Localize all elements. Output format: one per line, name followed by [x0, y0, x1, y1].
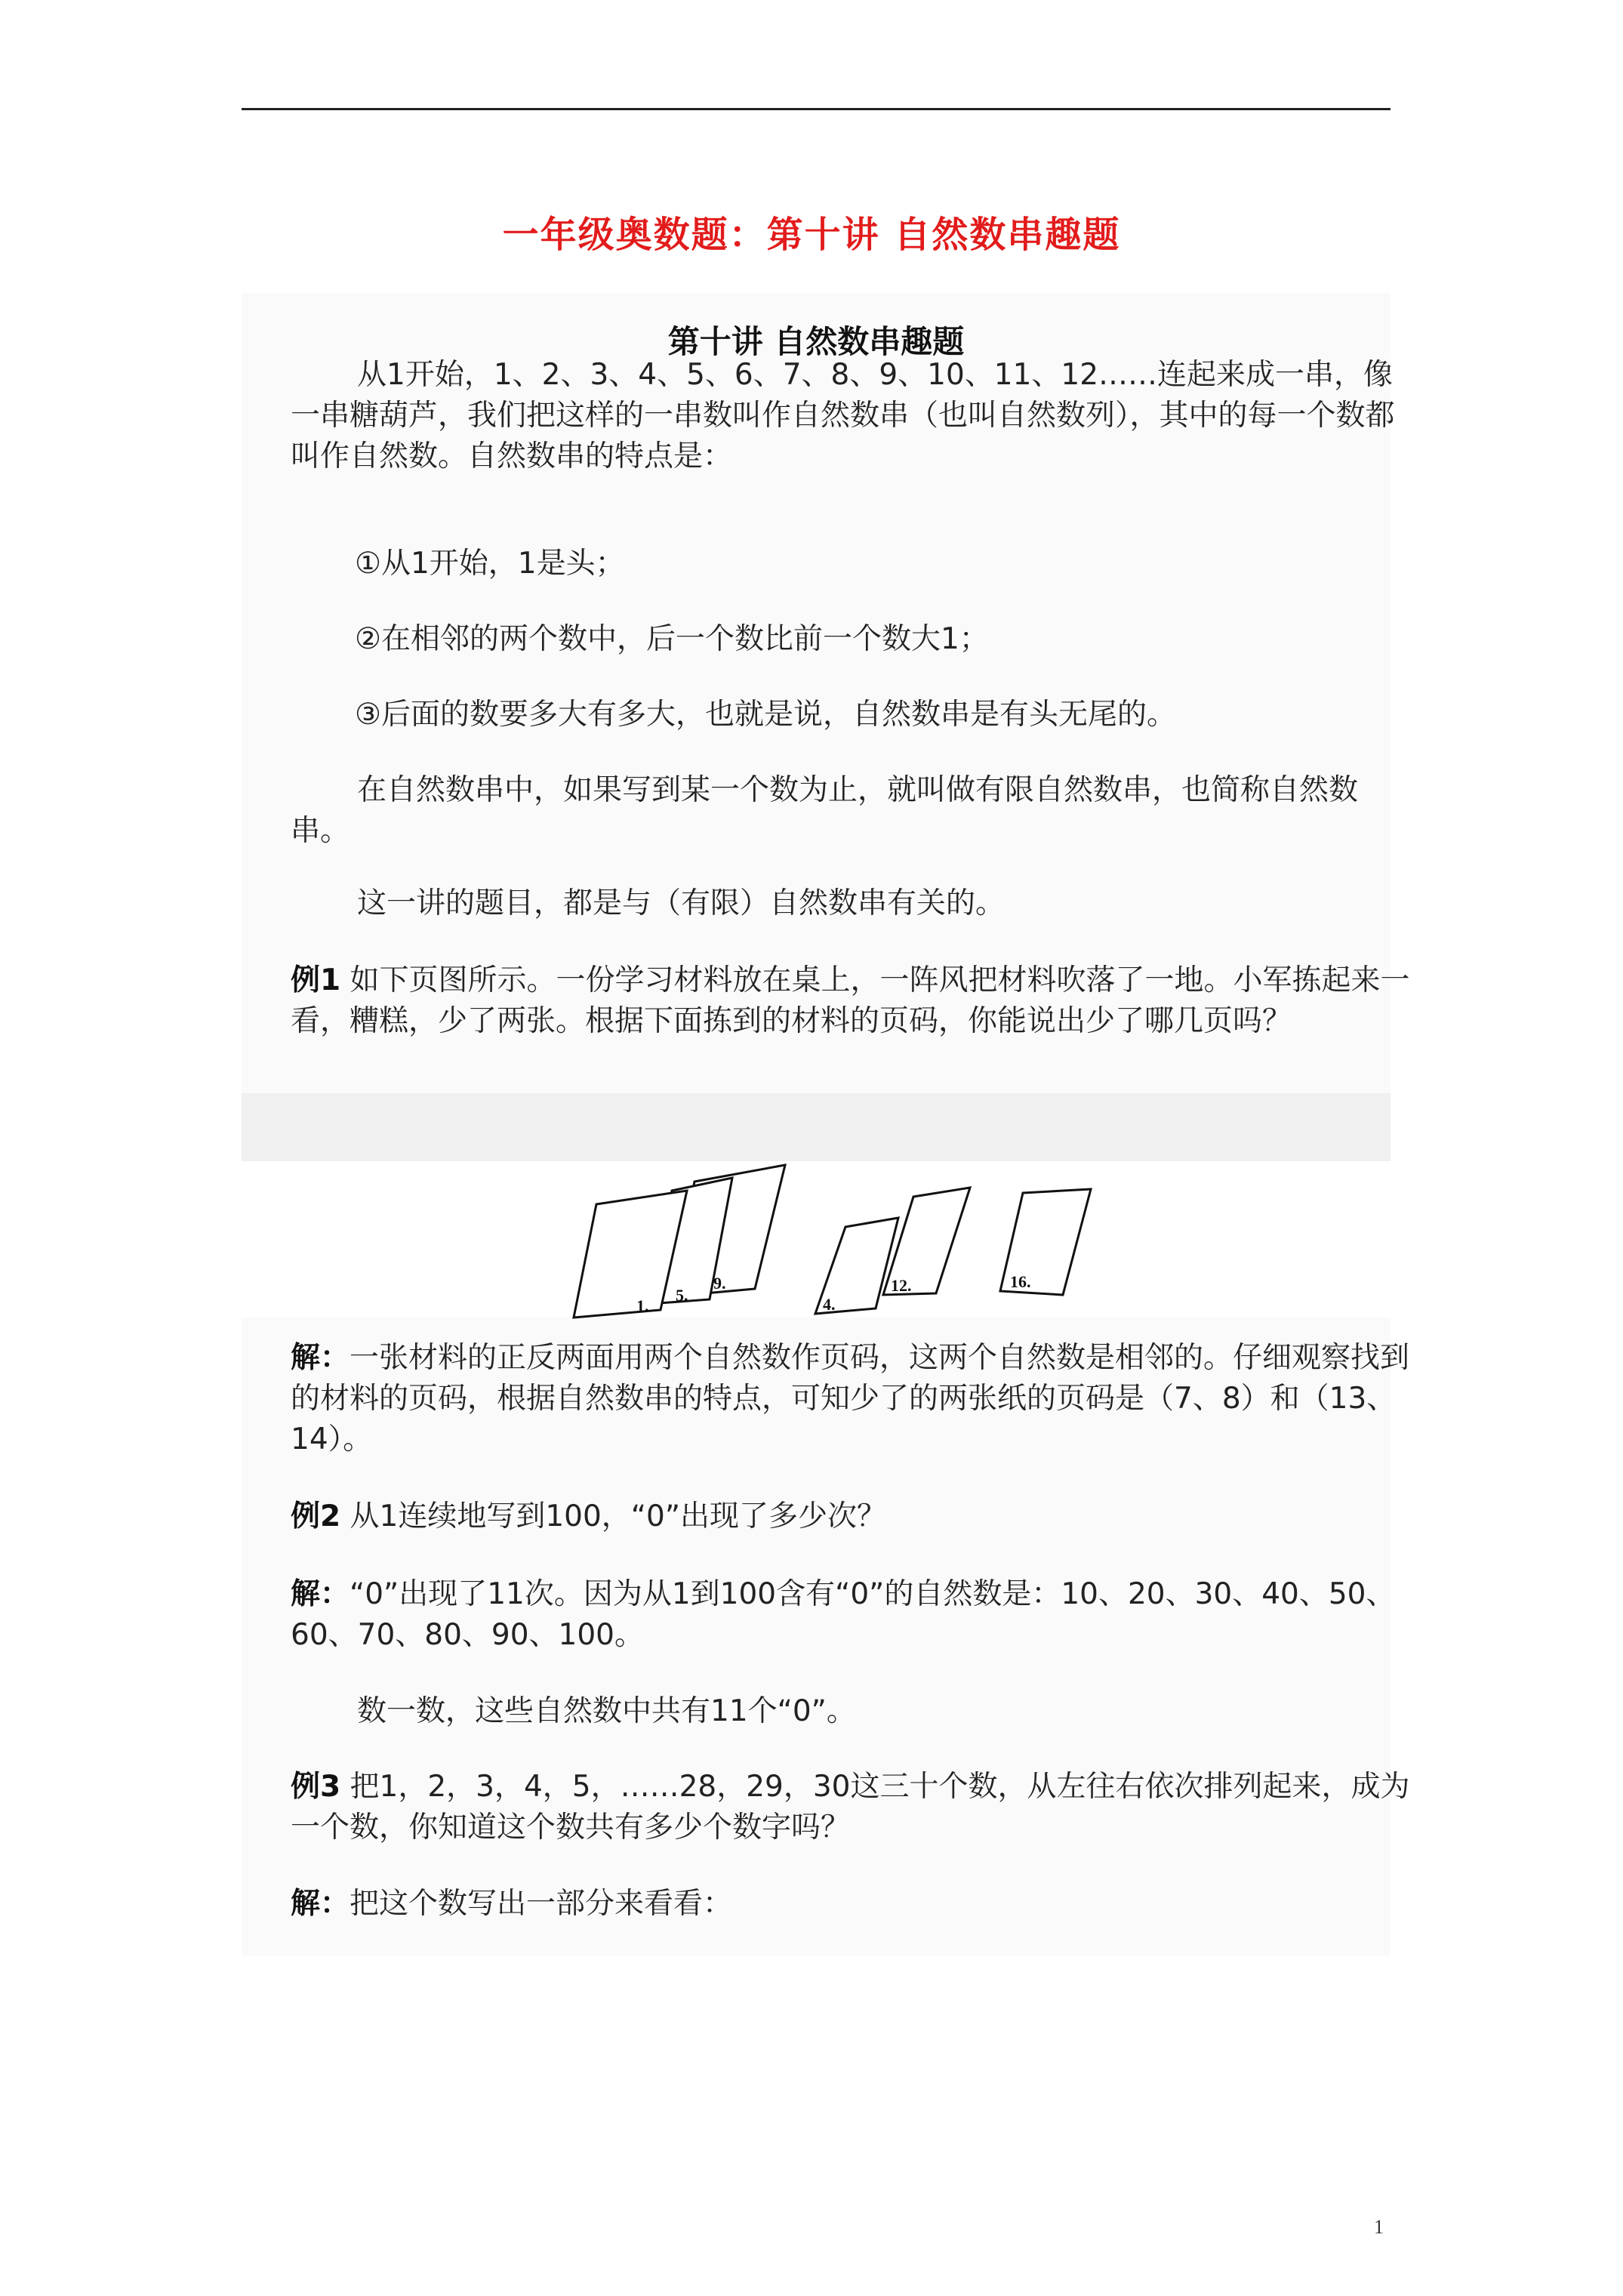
header-rule [242, 108, 1390, 110]
lesson-note: 这一讲的题目，都是与（有限）自然数串有关的。 [357, 886, 1006, 920]
page-label-12: 12. [891, 1276, 912, 1295]
page-number: 1 [1374, 2216, 1384, 2238]
example-2-solution [291, 1574, 1415, 1656]
example-3-label: 例3 [291, 1770, 341, 1804]
page-label-1: 1. [636, 1296, 649, 1315]
feature-1: ①从1开始，1是头； [355, 547, 625, 581]
example-1-text: 如下页图所示。一份学习材料放在桌上，一阵风把材料吹落了一地。小军拣起来一看，糟糕，少了两张。根据下面拣到的材料的页码，你能说出少了哪几页吗？ [291, 963, 1410, 1038]
scattered-pages-drawing [559, 1159, 1163, 1325]
page-label-5: 5. [676, 1286, 688, 1305]
intro-paragraph: 从1开始，1、2、3、4、5、6、7、8、9、10、11、12……连起来成一串，像一串糖葫芦，我们把这样的一串数叫作自然数串（也叫自然数列），其中的每一个数都叫作自然数。自然数串的特点是： [291, 358, 1395, 473]
example-2-solution-label: 解： [291, 1577, 350, 1611]
example-3-solution-text: 把这个数写出一部分来看看： [350, 1887, 733, 1921]
feature-2: ②在相邻的两个数中，后一个数比前一个数大1； [355, 622, 989, 656]
lesson-title: 第十讲 自然数串趣题 [667, 323, 965, 360]
example-1-solution [291, 1338, 1415, 1460]
page-label-9: 9. [713, 1274, 726, 1293]
example-3-text: 把1，2，3，4，5，……28，29，30这三十个数，从左往右依次排列起来，成为一个数，你知道这个数共有多少个数字吗？ [291, 1770, 1410, 1845]
example-1 [291, 960, 1415, 1042]
example-3 [291, 1767, 1415, 1848]
example-3-solution-label: 解： [291, 1887, 350, 1921]
finite-definition: 在自然数串中，如果写到某一个数为止，就叫做有限自然数串，也简称自然数串。 [291, 773, 1359, 848]
example-1-solution-label: 解： [291, 1341, 350, 1375]
example-1-solution-text: 一张材料的正反两面用两个自然数作页码，这两个自然数是相邻的。仔细观察找到的材料的页码，根据自然数串的特点，可知少了的两张纸的页码是（7、8）和（13、14）。 [291, 1341, 1410, 1456]
page-label-16: 16. [1010, 1272, 1031, 1291]
page-label-4: 4. [823, 1295, 836, 1314]
example-3-solution [291, 1884, 1415, 1925]
document-title: 一年级奥数题：第十讲 自然数串趣题 [502, 214, 1121, 256]
scattered-pages-figure [559, 1159, 1163, 1325]
example-2-text: 从1连续地写到100，“0”出现了多少次？ [350, 1499, 887, 1533]
grey-band [242, 1093, 1390, 1161]
example-2-solution-text: “0”出现了11次。因为从1到100含有“0”的自然数是：10、20、30、40、50、60、70、80、90、100。 [291, 1577, 1396, 1652]
example-2-label: 例2 [291, 1499, 341, 1533]
feature-3: ③后面的数要多大有多大，也就是说，自然数串是有头无尾的。 [355, 698, 1176, 732]
example-2-count-note: 数一数，这些自然数中共有11个“0”。 [357, 1694, 856, 1728]
example-1-label: 例1 [291, 963, 341, 997]
example-2 [291, 1496, 1415, 1537]
